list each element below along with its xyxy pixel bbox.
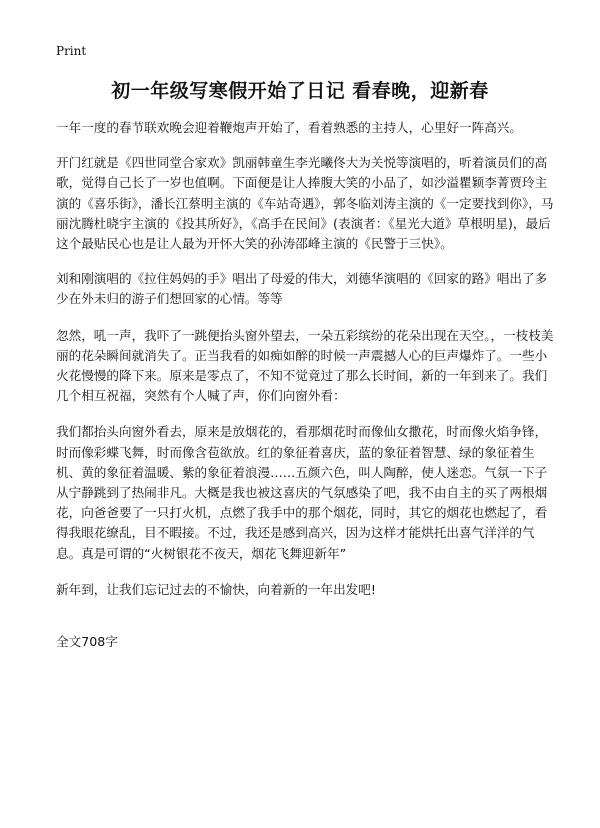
article-paragraph-intro: 一年一度的春节联欢晚会迎着鞭炮声开始了，看着熟悉的主持人，心里好一阵高兴。 — [56, 120, 522, 135]
article-paragraph-programs: 开门红就是《四世同堂合家欢》凯丽韩童生李光曦佟大为关悦等演唱的，听着演员们的高歌，觉得自己长了一岁也值啊。下面便是让人捧腹大笑的小品了，如沙溢瞿颖李菁贾玲主演的《喜乐街》，潘长江蔡明主演的《车站奇遇》，郭冬临刘涛主演的《一定要找到你》，马丽沈腾杜晓宇主演的《投其所好》，《高手在民间》(表演者：《星光大道》草根明星)，最后这个最贴民心也是让人最为开怀大笑的孙涛邵峰主演的《民警于三快》。 — [56, 155, 554, 252]
print-link[interactable]: Print — [56, 44, 87, 58]
word-count: 全文708字 — [56, 634, 118, 649]
article-paragraph-fireworks: 我们都抬头向窗外看去，原来是放烟花的，看那烟花时而像仙女撒花，时而像火焰争锋，时而像彩蝶飞舞，时而像含苞欲放。红的象征着喜庆，蓝的象征着智慧、绿的象征着生机、黄的象征着温暖、紫的象征着浪漫……五颜六色，叫人陶醉，使人迷恋。气氛一下子从宁静跳到了热闹非凡。大概是我也被这喜庆的气氛感染了吧，我不由自主的买了两根烟花，向爸爸要了一只打火机，点燃了我手中的那个烟花，同时，其它的烟花也燃起了，看得我眼花缭乱，目不暇接。不过，我还是感到高兴，因为这样才能烘托出喜气洋洋的气息。真是可谓的“火树银花不夜天，烟花飞舞迎新年” — [56, 424, 548, 561]
article-body — [56, 118, 556, 615]
article-paragraph-songs: 刘和刚演唱的《拉住妈妈的手》唱出了母爱的伟大，刘德华演唱的《回家的路》唱出了多少在外未归的游子们想回家的心情。等等 — [56, 271, 548, 307]
article-paragraph-closing: 新年到，让我们忘记过去的不愉快，向着新的一年出发吧! — [56, 581, 376, 597]
article-paragraph-midnight: 忽然，吼一声，我吓了一跳便抬头窗外望去，一朵五彩缤纷的花朵出现在天空。，一枝枝美丽的花朵瞬间就消失了。正当我看的如痴如醉的时候一声震撼人心的巨声爆炸了。一些小火花慢慢的降下来。原来是零点了，不知不觉竟过了那么长时间，新的一年到来了。我们几个相互祝福，突然有个人喊了声，你们向窗外看： — [56, 327, 554, 404]
article-title: 初一年级写寒假开始了日记 看春晚，迎新春 — [111, 80, 489, 102]
